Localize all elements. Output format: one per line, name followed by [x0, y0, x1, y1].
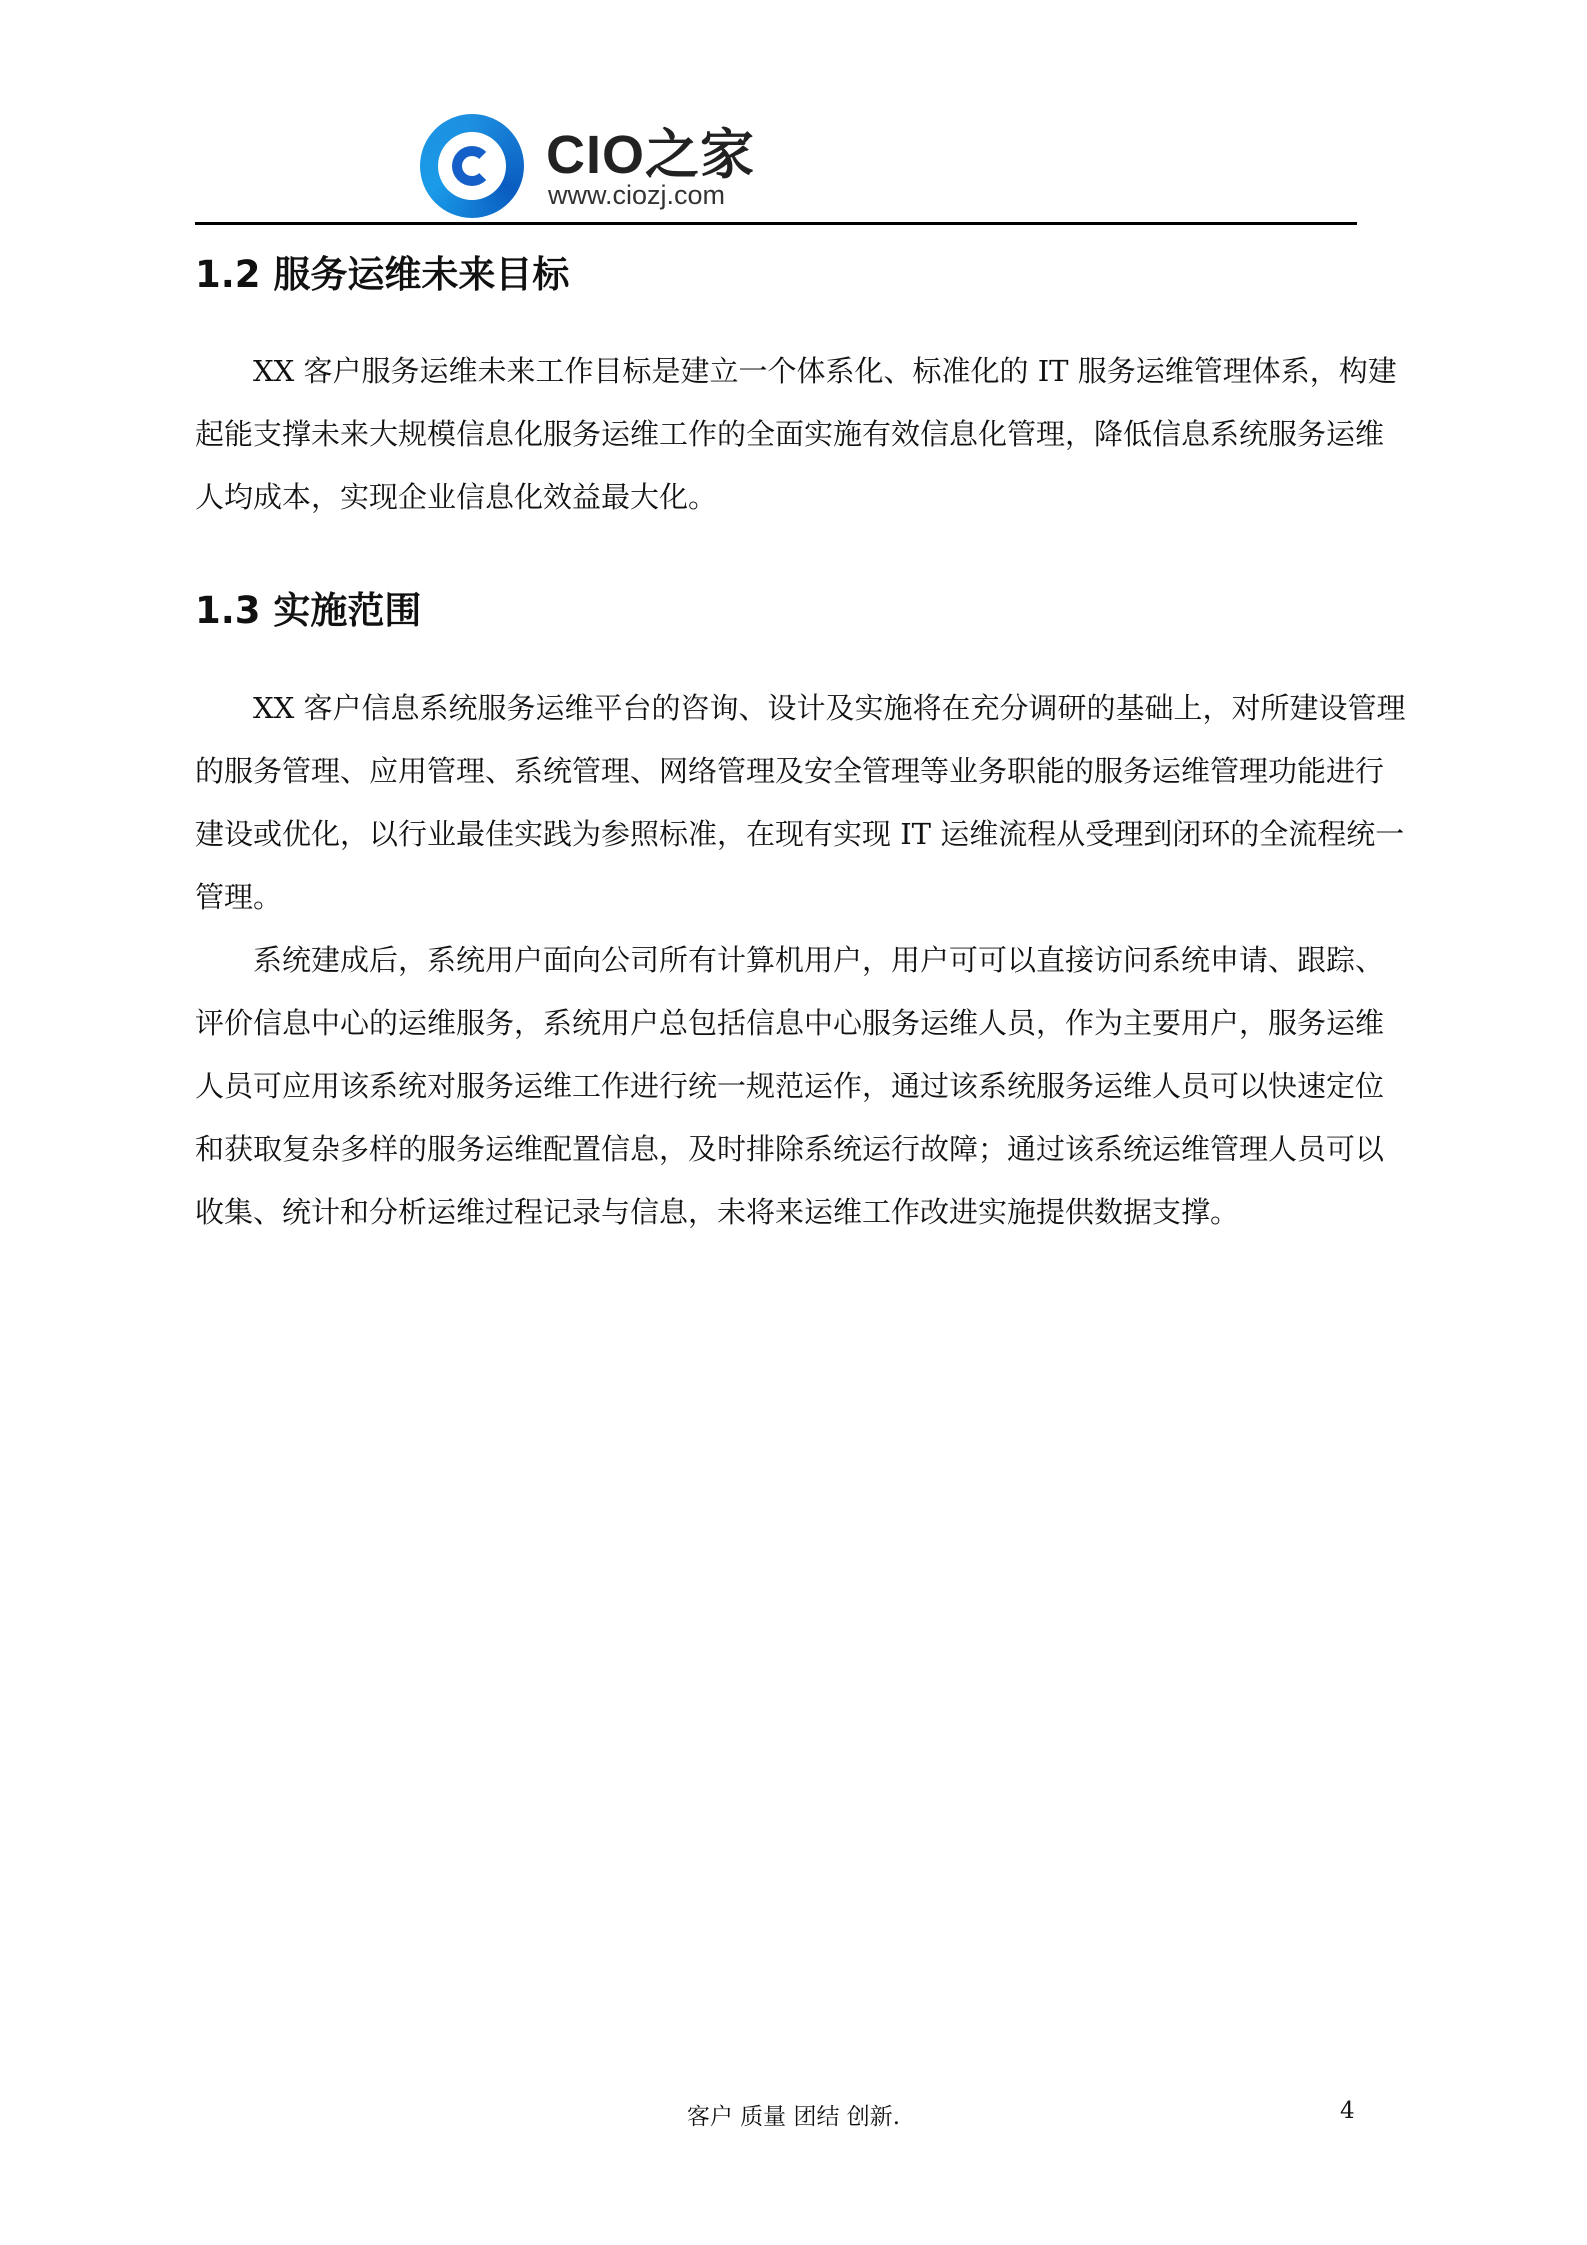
- paragraph-line: XX 客户服务运维未来工作目标是建立一个体系化、标准化的 IT 服务运维管理体系，构建: [253, 354, 1397, 388]
- paragraph-line: XX 客户信息系统服务运维平台的咨询、设计及实施将在充分调研的基础上，对所建设管理: [253, 691, 1406, 725]
- paragraph-line: 起能支撑未来大规模信息化服务运维工作的全面实施有效信息化管理，降低信息系统服务运维: [195, 417, 1385, 451]
- paragraph-line: 人均成本，实现企业信息化效益最大化。: [195, 480, 718, 514]
- paragraph-line: 建设或优化，以行业最佳实践为参照标准，在现有实现 IT 运维流程从受理到闭环的全流程统一: [195, 817, 1405, 851]
- logo-c-icon: [420, 114, 524, 218]
- section-heading-1-3: 1.3 实施范围: [195, 589, 422, 632]
- footer-motto: 客户 质量 团结 创新.: [686, 2104, 901, 2130]
- logo-url: www.ciozj.com: [548, 180, 726, 210]
- section-heading-1-2: 1.2 服务运维未来目标: [195, 253, 570, 296]
- paragraph-line: 管理。: [195, 880, 283, 914]
- paragraph-line: 系统建成后，系统用户面向公司所有计算机用户，用户可可以直接访问系统申请、跟踪、: [253, 943, 1385, 977]
- paragraph-line: 人员可应用该系统对服务运维工作进行统一规范运作，通过该系统服务运维人员可以快速定位: [195, 1069, 1385, 1103]
- paragraph-line: 评价信息中心的运维服务，系统用户总包括信息中心服务运维人员，作为主要用户，服务运维: [195, 1006, 1385, 1040]
- cio-logo: [420, 112, 790, 220]
- paragraph-line: 和获取复杂多样的服务运维配置信息，及时排除系统运行故障；通过该系统运维管理人员可以: [195, 1132, 1385, 1166]
- paragraph-line: 的服务管理、应用管理、系统管理、网络管理及安全管理等业务职能的服务运维管理功能进行: [195, 754, 1385, 788]
- page-number: 4: [1340, 2098, 1355, 2124]
- logo-name: CIO之家: [546, 125, 756, 185]
- header-rule: [195, 222, 1357, 225]
- paragraph-line: 收集、统计和分析运维过程记录与信息，未将来运维工作改进实施提供数据支撑。: [195, 1195, 1240, 1229]
